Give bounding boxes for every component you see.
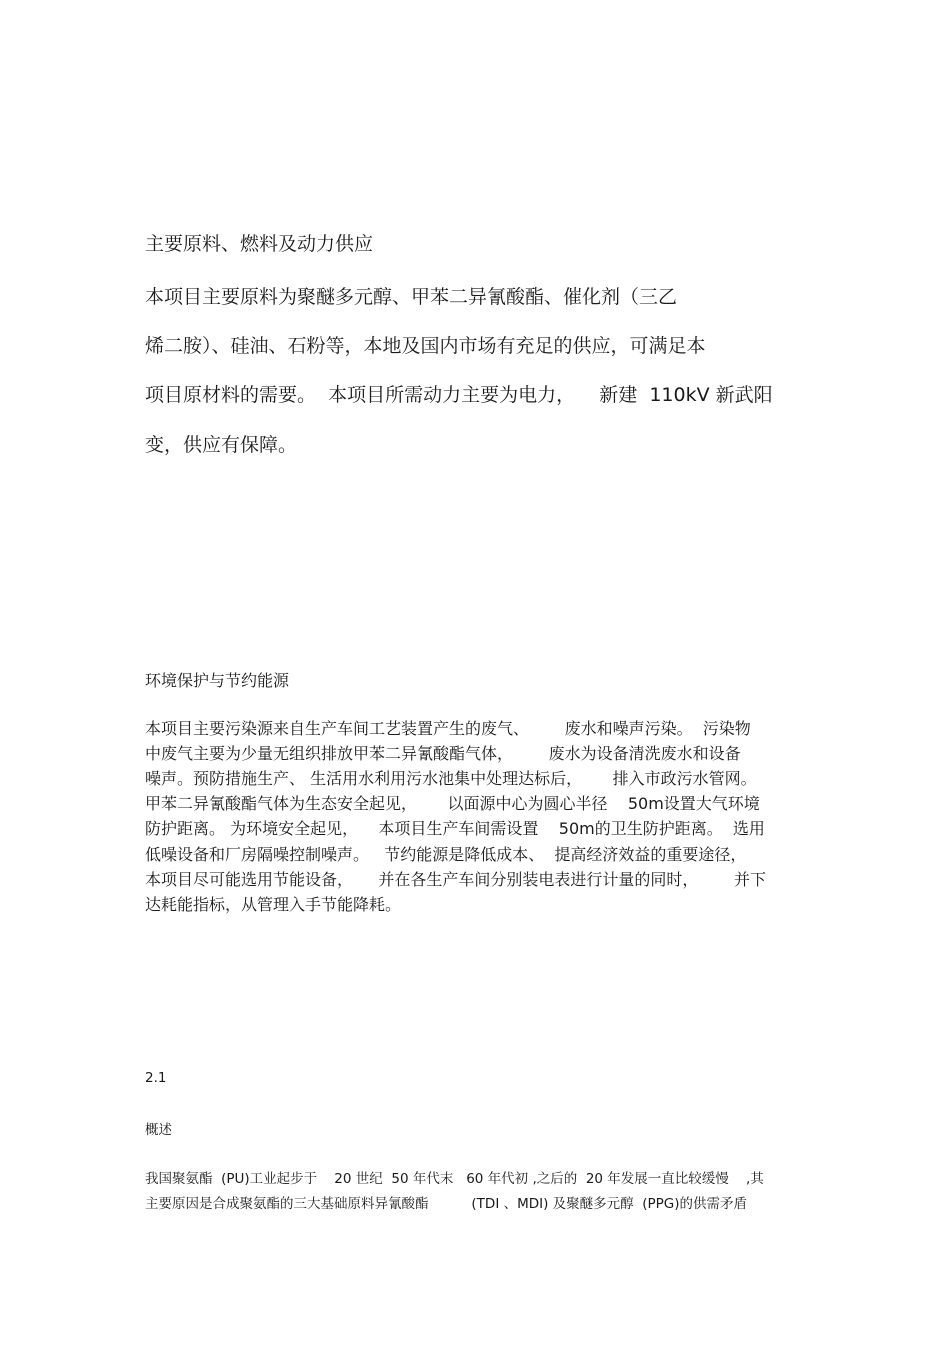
paragraph-line: 中废气主要为少量无组织排放甲苯二异氰酸酯气体， 废水为设备清洗废水和设备 bbox=[145, 744, 741, 763]
paragraph-line: 防护距离。 为环境安全起见， 本项目生产车间需设置 50m的卫生防护距离。 选用 bbox=[145, 819, 765, 838]
section-title-environment: 环境保护与节约能源 bbox=[145, 671, 290, 690]
section-title-raw-materials: 主要原料、燃料及动力供应 bbox=[145, 233, 374, 255]
paragraph-line: 主要原因是合成聚氨酯的三大基础原料异氰酸酯 (TDI 、MDI) 及聚醚多元醇 (PPG)的供需矛盾 bbox=[145, 1196, 748, 1212]
paragraph-line: 本项目尽可能选用节能设备， 并在各生产车间分别装电表进行计量的同时， 并下 bbox=[145, 870, 767, 889]
paragraph-line: 达耗能指标，从管理入手节能降耗。 bbox=[145, 895, 402, 914]
paragraph-line: 我国聚氨酯 (PU)工业起步于 20 世纪 50 年代末 60 年代初 ,之后的 20 年发展一直比较缓慢 ,其 bbox=[145, 1171, 764, 1187]
section-number: 2.1 bbox=[145, 1070, 167, 1086]
paragraph-line: 低噪设备和厂房隔噪控制噪声。 节约能源是降低成本、 提高经济效益的重要途径， bbox=[145, 845, 747, 864]
paragraph-line: 本项目主要污染源来自生产车间工艺装置产生的废气、 废水和噪声污染。 污染物 bbox=[145, 719, 751, 738]
paragraph-line: 甲苯二异氰酸酯气体为生态安全起见， 以面源中心为圆心半径 50m设置大气环境 bbox=[145, 794, 760, 813]
paragraph-line: 本项目主要原料为聚醚多元醇、甲苯二异氰酸酯、催化剂（三乙 bbox=[145, 286, 678, 308]
paragraph-line: 噪声。预防措施生产、 生活用水利用污水池集中处理达标后， 排入市政污水管网。 bbox=[145, 769, 757, 788]
paragraph-line: 项目原材料的需要。 本项目所需动力主要为电力， 新建 110kV 新武阳 bbox=[145, 384, 773, 406]
paragraph-line: 变，供应有保障。 bbox=[145, 434, 298, 456]
section-heading-overview: 概述 bbox=[145, 1122, 172, 1138]
paragraph-line: 烯二胺）、硅油、石粉等，本地及国内市场有充足的供应，可满足本 bbox=[145, 335, 706, 357]
